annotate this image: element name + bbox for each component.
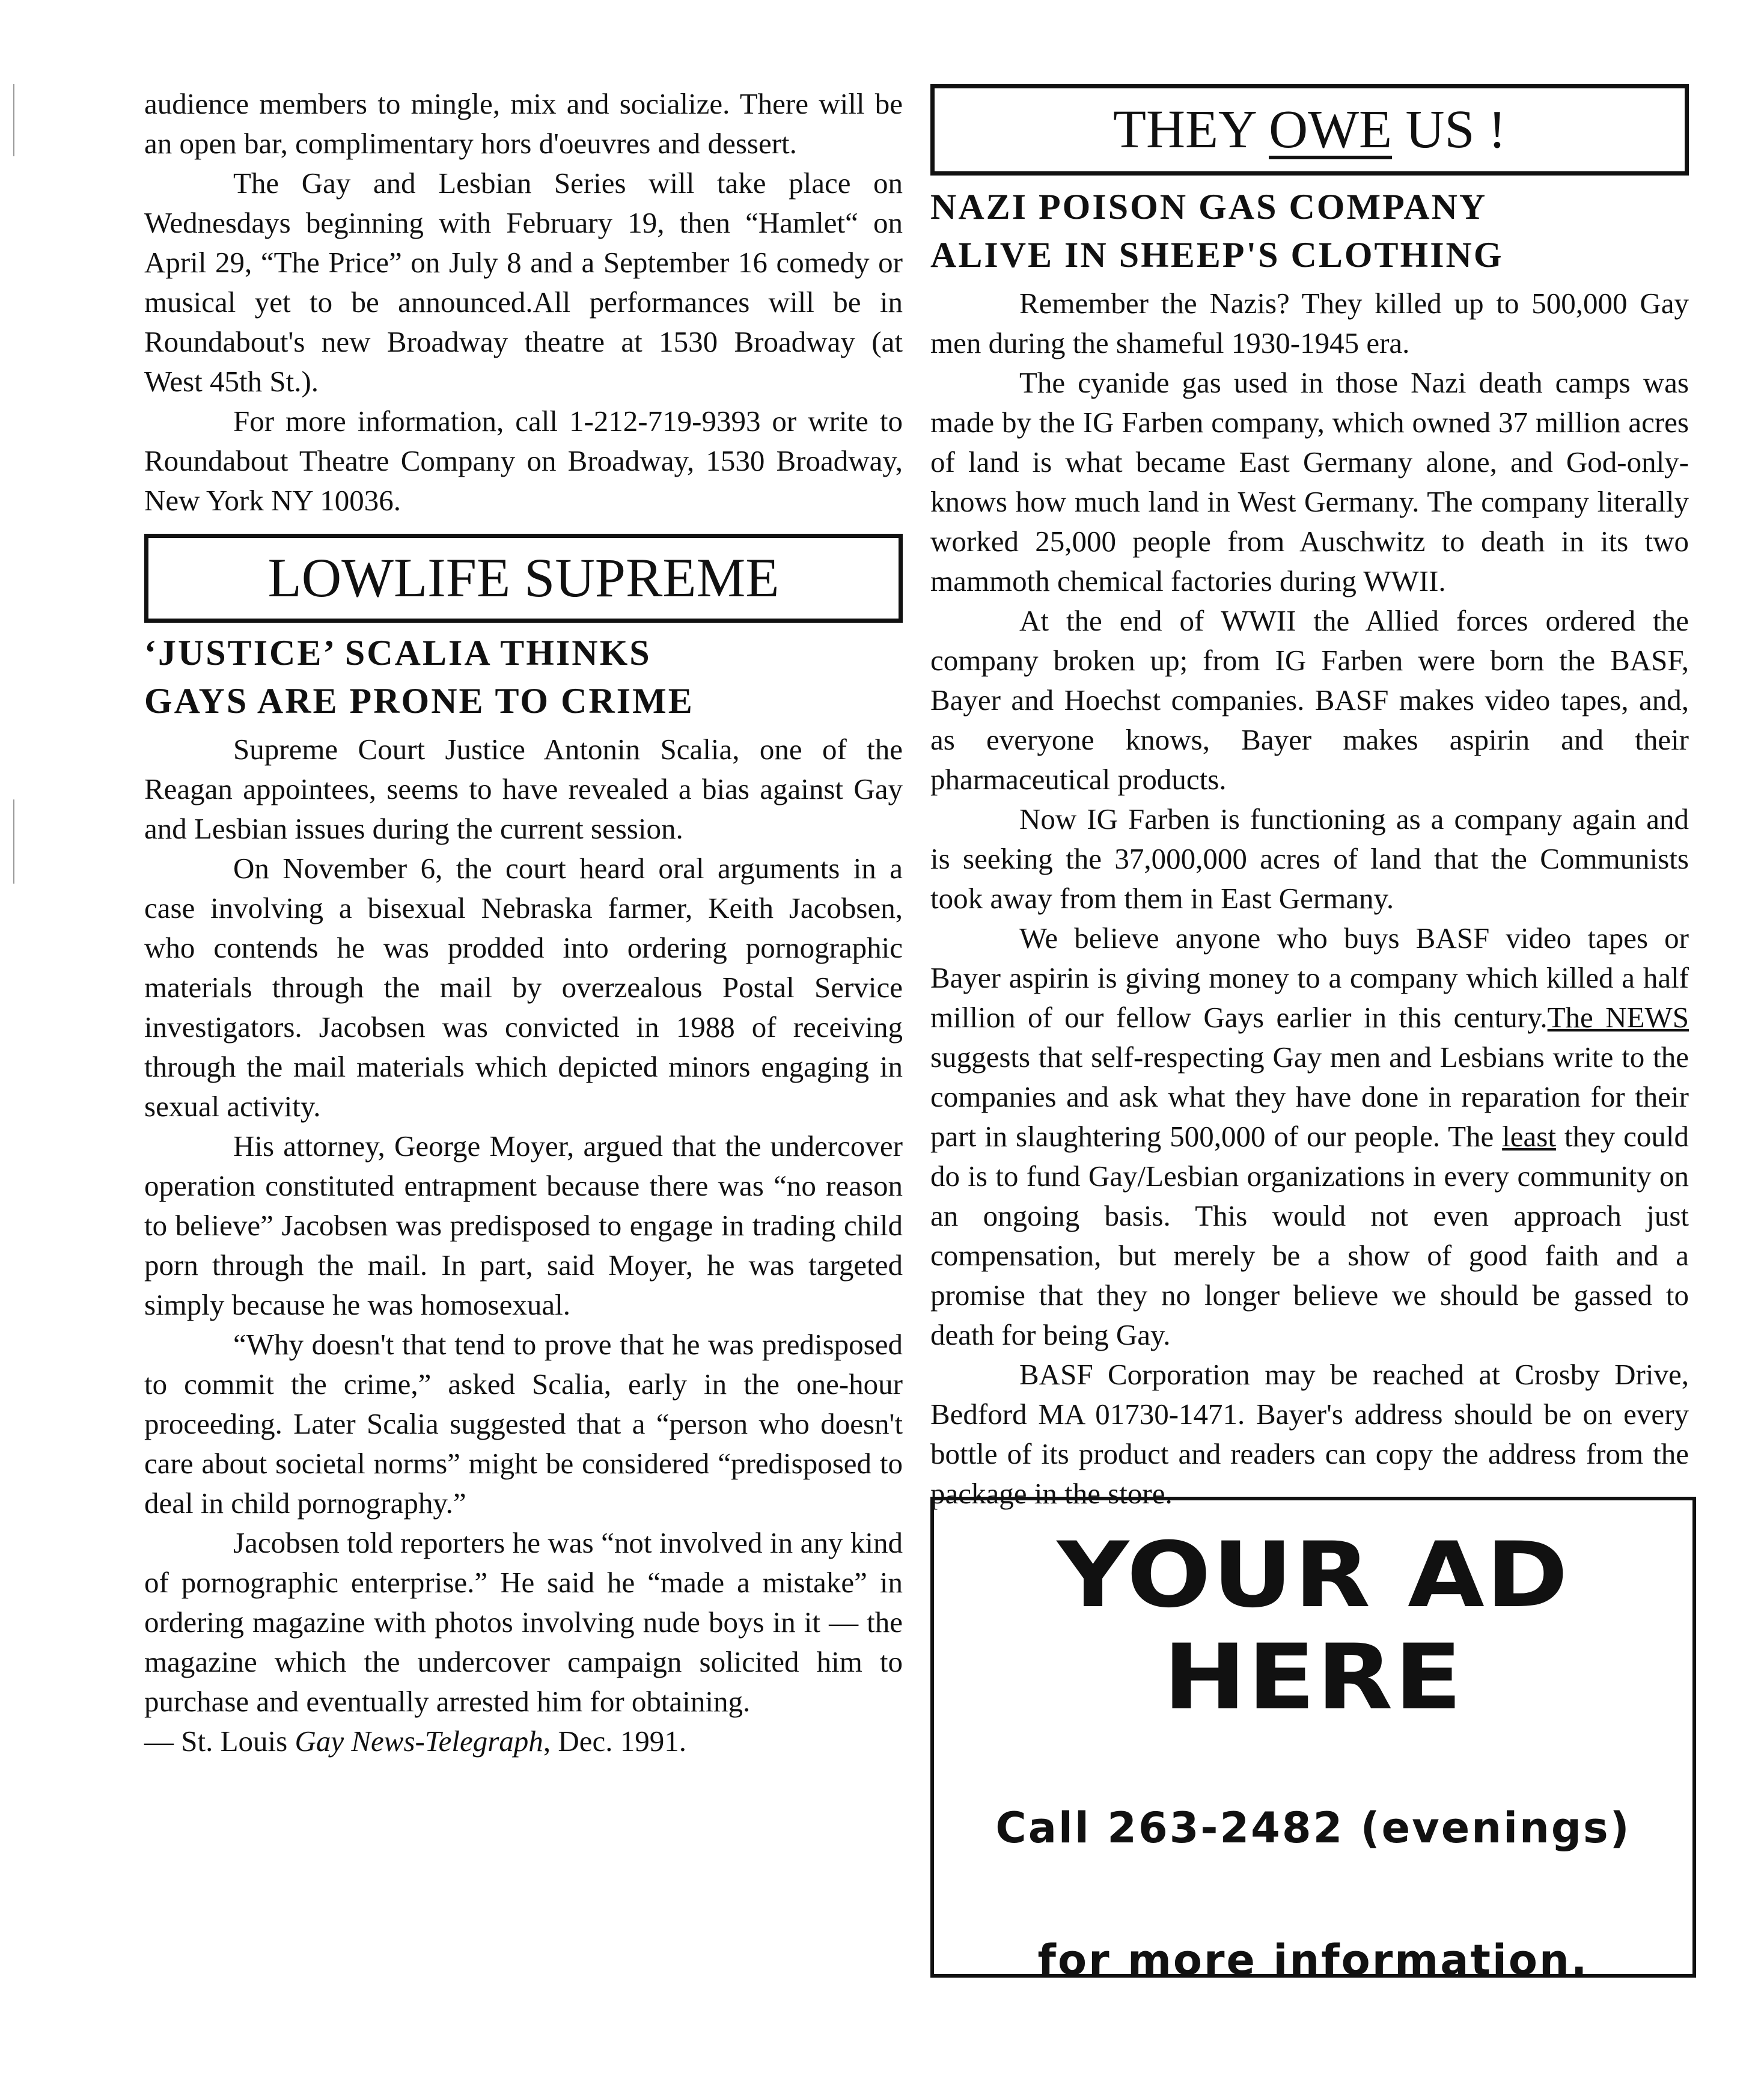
- continued-paragraph: audience members to mingle, mix and socialize. There will be an open bar, complimentary hors d'oeuvres and dessert.: [144, 87, 903, 160]
- article-paragraph: The cyanide gas used in those Nazi death camps was made by the IG Farben company, which owned 37 million acres of land is what became East Germany alone, and God-only-knows how much land in West Germany. The company literally worked 25,000 people from Auschwitz to death in its two mammoth chemical factories during WWII.: [930, 366, 1689, 597]
- margin-mark-top: [13, 84, 14, 156]
- article-paragraph: Supreme Court Justice Antonin Scalia, one of the Reagan appointees, seems to have revealed a bias against Gay and Lesbian issues during the current session.: [144, 733, 903, 845]
- right-column: [930, 84, 1689, 1514]
- attribution: [144, 1722, 903, 1761]
- they-owe-us-box: [930, 84, 1689, 176]
- article-paragraph: His attorney, George Moyer, argued that the undercover operation constituted entrapment because there was “no reason to believe” Jacobsen was predisposed to engage in trading child porn through the mail. In part, said Moyer, he was targeted simply because he was homosexual.: [144, 1129, 903, 1321]
- the-news-underlined: The NEWS: [1547, 1001, 1689, 1034]
- article-paragraph: BASF Corporation may be reached at Crosby Drive, Bedford MA 01730-1471. Bayer's address should be on every bottle of its product and readers can copy the address from the package in the store.: [930, 1358, 1689, 1510]
- margin-mark-middle: [13, 799, 14, 884]
- article-paragraph: Now IG Farben is functioning as a company again and is seeking the 37,000,000 acres of land that the Communists took away from them in East Germany.: [930, 802, 1689, 915]
- ad-info-line: for more information.: [1037, 1936, 1589, 1985]
- attribution-prefix: — St. Louis: [144, 1725, 295, 1758]
- article-paragraph: At the end of WWII the Allied forces ordered the company broken up; from IG Farben were born the BASF, Bayer and Hoechst companies. BASF makes video tapes, and, as everyone knows, Bayer makes aspirin and their pharmaceutical products.: [930, 604, 1689, 796]
- scalia-headline-line1: ‘JUSTICE’ SCALIA THINKS: [144, 633, 652, 673]
- continued-paragraph: The Gay and Lesbian Series will take place on Wednesdays beginning with February 19, then “Hamlet“ on April 29, “The Price” on July 8 and a September 16 comedy or musical yet to be announced.All performances will be in Roundabout's new Broadway theatre at 1530 Broadway (at West 45th St.).: [144, 167, 903, 398]
- ad-call-line: Call 263-2482 (evenings): [995, 1803, 1631, 1853]
- para5-b: suggests that self-respecting Gay men and Lesbians write to the companies and ask what they have done in reparation for their part in slaughtering 500,000 of our people. The: [930, 1041, 1689, 1153]
- article-paragraph: [930, 918, 1689, 1355]
- nazi-headline: [930, 183, 1689, 279]
- attribution-publication: Gay News-Telegraph: [295, 1725, 543, 1758]
- para5-a: We believe anyone who buys BASF video tapes or Bayer aspirin is giving money to a company which killed a half million of our fellow Gays earlier in this century.: [930, 921, 1689, 1034]
- article-paragraph: Jacobsen told reporters he was “not involved in any kind of pornographic enterprise.” He said he “made a mistake” in ordering magazine with photos involving nude boys in it — the magazine which the undercover campaign solicited him to purchase and eventually arrested him for obtaining.: [144, 1526, 903, 1718]
- ad-title: YOUR AD HERE: [1057, 1523, 1570, 1730]
- para5-c: they could do is to fund Gay/Lesbian organizations in every community on an ongoing basis. This would not even approach just compensation, but merely be a show of good faith and a promise that they no longer believe we should be gassed to death for being Gay.: [930, 1120, 1689, 1351]
- lowlife-supreme-box: LOWLIFE SUPREME: [144, 534, 903, 623]
- scalia-headline-line2: GAYS ARE PRONE TO CRIME: [144, 681, 694, 721]
- owe-title-a: THEY: [1112, 100, 1269, 159]
- continued-paragraph: For more information, call 1-212-719-9393 or write to Roundabout Theatre Company on Broadway, 1530 Broadway, New York NY 10036.: [144, 405, 903, 517]
- owe-title-b: OWE: [1269, 100, 1392, 159]
- ad-box: [930, 1497, 1696, 1985]
- attribution-suffix: , Dec. 1991.: [543, 1725, 686, 1758]
- left-column: [144, 84, 903, 1761]
- nazi-headline-line2: ALIVE IN SHEEP'S CLOTHING: [930, 235, 1504, 275]
- scalia-headline: [144, 629, 903, 725]
- owe-title-c: US !: [1392, 100, 1507, 159]
- article-paragraph: “Why doesn't that tend to prove that he was predisposed to commit the crime,” asked Scalia, early in the one-hour proceeding. Later Scalia suggested that a “person who doesn't care about societal norms” might be considered “predisposed to deal in child pornography.”: [144, 1328, 903, 1520]
- nazi-headline-line1: NAZI POISON GAS COMPANY: [930, 187, 1488, 227]
- article-paragraph: Remember the Nazis? They killed up to 500,000 Gay men during the shameful 1930-1945 era.: [930, 287, 1689, 359]
- article-paragraph: On November 6, the court heard oral arguments in a case involving a bisexual Nebraska farmer, Keith Jacobsen, who contends he was prodded into ordering pornographic materials through the mail by overzealous Postal Service investigators. Jacobsen was convicted in 1988 of receiving through the mail materials which depicted minors engaging in sexual activity.: [144, 852, 903, 1123]
- least-underlined: least: [1502, 1120, 1556, 1153]
